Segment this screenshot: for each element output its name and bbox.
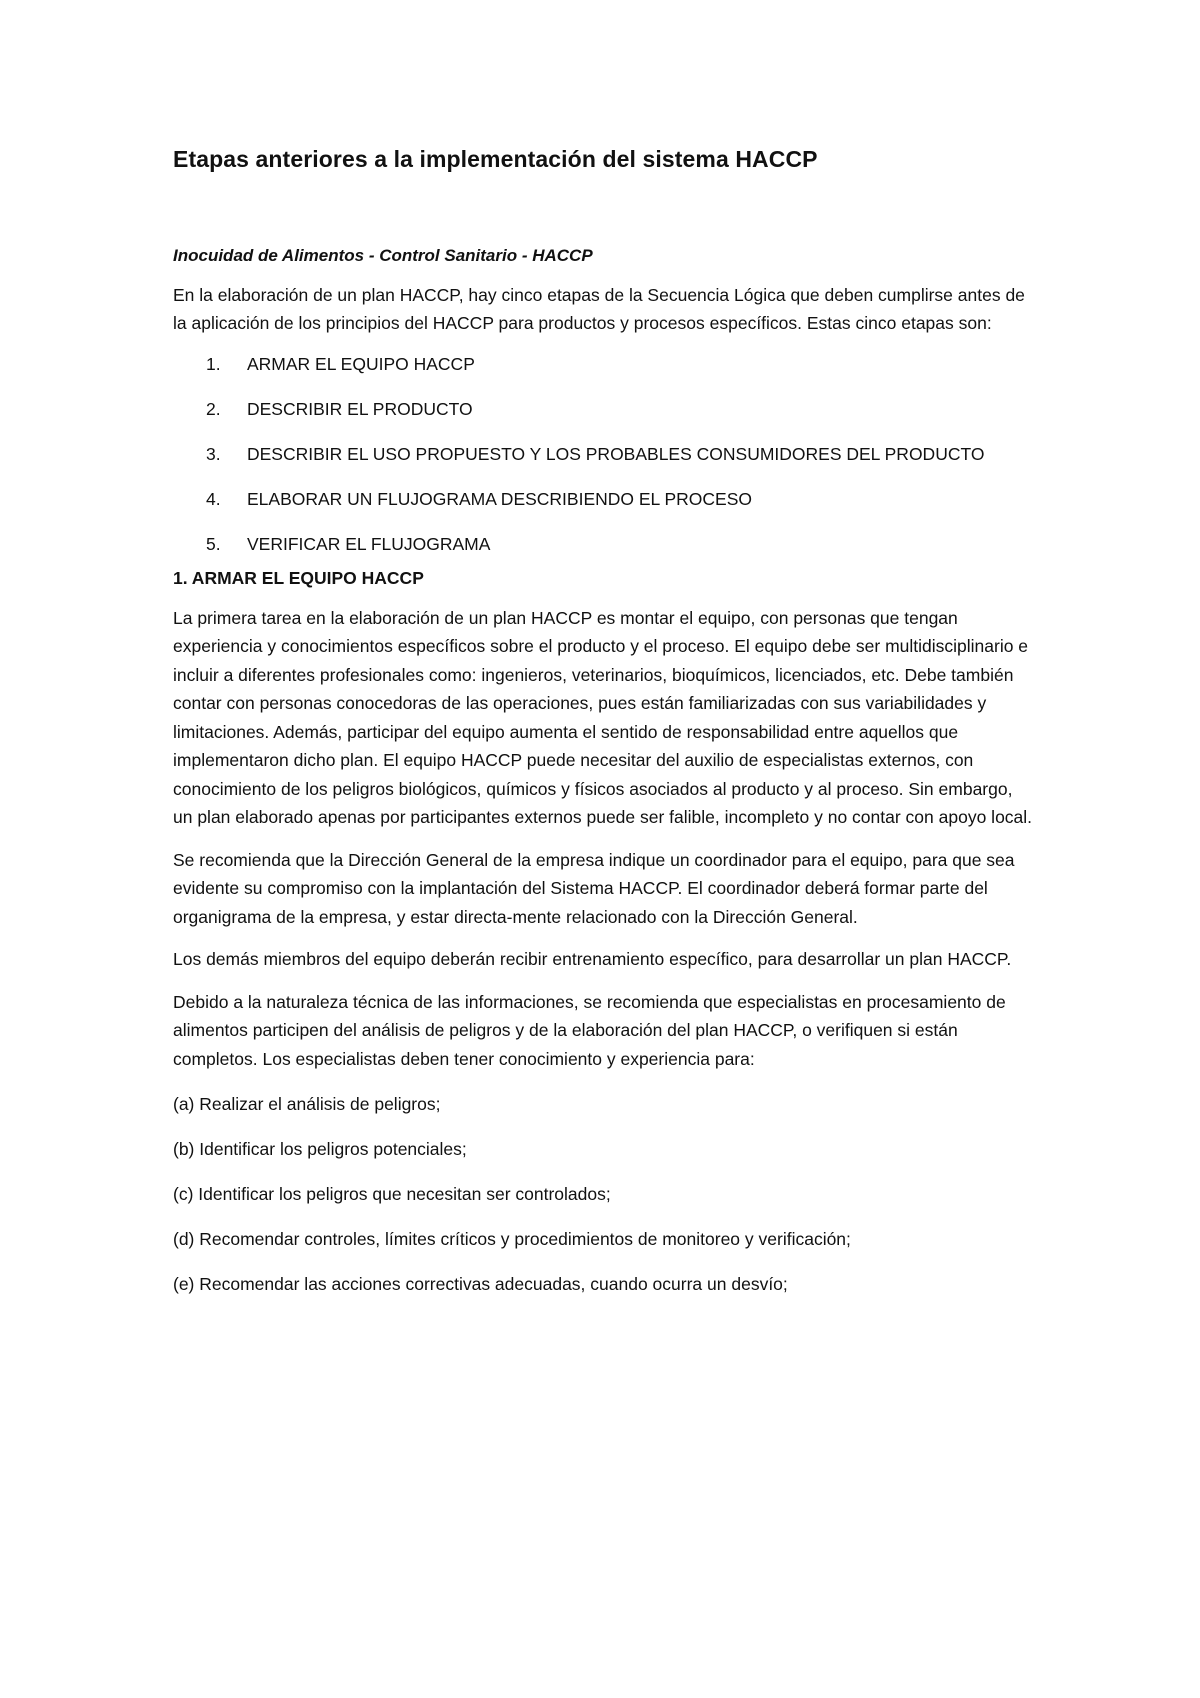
- requirement-item: (d) Recomendar controles, límites críticos y procedimientos de monitoreo y verificación;: [173, 1229, 851, 1250]
- paragraph: La primera tarea en la elaboración de un plan HACCP es montar el equipo, con personas que tengan experiencia y conocimientos específicos sobre el producto y el proceso. El equipo debe ser multidisciplinario e incluir a diferentes profesionales como: ingenieros, veterinarios, bioquímicos, licenciados, etc. Debe también contar con personas conocedoras de las operaciones, pues están familiarizadas con sus variabilidades y limitaciones. Además, participar del equipo aumenta el sentido de responsabilidad entre aquellos que implementaron dicho plan. El equipo HACCP puede necesitar del auxilio de especialistas externos, con conocimiento de los peligros biológicos, químicos y físicos asociados al producto y al proceso. Sin embargo, un plan elaborado apenas por participantes externos puede ser falible, incompleto y no contar con apoyo local.: [173, 607, 1033, 828]
- requirement-item: (e) Recomendar las acciones correctivas adecuadas, cuando ocurra un desvío;: [173, 1274, 788, 1295]
- paragraph: Los demás miembros del equipo deberán recibir entrenamiento específico, para desarrollar un plan HACCP.: [173, 949, 1012, 970]
- list-item-number: 4.: [206, 488, 221, 509]
- document-subtitle: Inocuidad de Alimentos - Control Sanitario - HACCP: [173, 245, 593, 265]
- list-item-text: VERIFICAR EL FLUJOGRAMA: [247, 533, 491, 554]
- list-item: [173, 395, 1035, 423]
- list-item-text: DESCRIBIR EL PRODUCTO: [247, 398, 473, 419]
- list-item-text: DESCRIBIR EL USO PROPUESTO Y LOS PROBABLES CONSUMIDORES DEL PRODUCTO: [247, 443, 985, 464]
- list-item: [173, 530, 1035, 558]
- list-item: [173, 440, 1035, 468]
- list-item-number: 1.: [206, 353, 221, 374]
- requirement-item: (c) Identificar los peligros que necesitan ser controlados;: [173, 1184, 611, 1205]
- list-item-number: 3.: [206, 443, 221, 464]
- list-item: [173, 485, 1035, 513]
- list-item-text: ARMAR EL EQUIPO HACCP: [247, 353, 475, 374]
- intro-paragraph: En la elaboración de un plan HACCP, hay cinco etapas de la Secuencia Lógica que deben cumplirse antes de la aplicación de los principios del HACCP para productos y procesos específicos. Estas cinco etapas son:: [173, 284, 1025, 334]
- paragraph: Se recomienda que la Dirección General de la empresa indique un coordinador para el equipo, para que sea evidente su compromiso con la implantación del Sistema HACCP. El coordinador deberá formar parte del organigrama de la empresa, y estar directa-mente relacionado con la Dirección General.: [173, 849, 1015, 927]
- list-item-number: 5.: [206, 533, 221, 554]
- section-heading: 1. ARMAR EL EQUIPO HACCP: [173, 567, 424, 588]
- document-content: [173, 146, 1035, 1298]
- list-item-text: ELABORAR UN FLUJOGRAMA DESCRIBIENDO EL PROCESO: [247, 488, 753, 509]
- requirement-item: (a) Realizar el análisis de peligros;: [173, 1094, 441, 1115]
- steps-list: [173, 350, 1035, 558]
- list-item: [173, 350, 1035, 378]
- list-item-number: 2.: [206, 398, 221, 419]
- requirement-item: (b) Identificar los peligros potenciales;: [173, 1139, 467, 1160]
- document-title: Etapas anteriores a la implementación del sistema HACCP: [173, 146, 818, 172]
- paragraph: Debido a la naturaleza técnica de las informaciones, se recomienda que especialistas en procesamiento de alimentos participen del análisis de peligros y de la elaboración del plan HACCP, o verifiquen si están completos. Los especialistas deben tener conocimiento y experiencia para:: [173, 991, 1006, 1069]
